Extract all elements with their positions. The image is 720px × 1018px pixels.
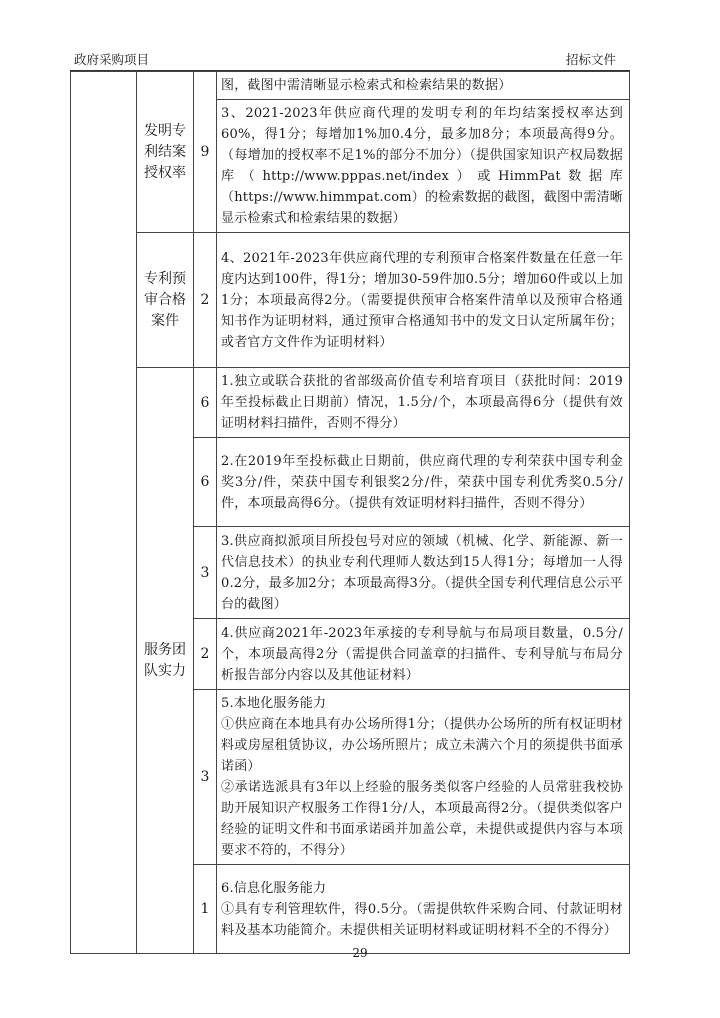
category-cell — [137, 72, 194, 233]
score-cell: 2 — [194, 233, 217, 368]
score-cell: 9 — [194, 72, 217, 233]
criteria-text: ①供应商在本地具有办公场所得1分；（提供办公场所的所有权证明材料或房屋租赁协议，办公场所照片；成立未满六个月的须提供书面承诺函） — [221, 717, 623, 774]
criteria-cell — [217, 527, 630, 619]
criteria-text: ①具有专利管理软件，得0.5分。（需提供软件采购合同、付款证明材料及基本功能简介。未提供相关证明材料或证明材料不全的不得分） — [221, 901, 623, 938]
criteria-cell — [217, 690, 630, 865]
category-label: 专利预审合格案件 — [144, 270, 186, 329]
criteria-text: 3.供应商拟派项目所投包号对应的领域（机械、化学、新能源、新一代信息技术）的执业专利代理师人数达到15人得1分；每增加一人得0.2分，最多加2分；本项最高得3分。（提供全国专利代理信息公示平台的截图） — [221, 533, 623, 612]
criteria-text: 1.独立或联合获批的省部级高价值专利培育项目（获批时间：2019年至投标截止日期前）情况，1.5分/个，本项最高得6分（提供有效证明材料扫描件，否则不得分） — [221, 374, 623, 431]
score-cell: 3 — [194, 527, 217, 619]
category-cell — [137, 233, 194, 368]
criteria-text: 4、2021年-2023年供应商代理的专利预审合格案件数量在任意一年度内达到100件，得1分；增加30-59件加0.5分；增加60件或以上加1分；本项最高得2分。（需要提供预审合格案件清单以及预审合格通知书作为证明材料，通过预审合格通知书中的发文日认定所属年份；或者官方文件作为证明材料） — [221, 250, 623, 350]
outer-blank-cell — [71, 72, 137, 954]
table-row — [71, 368, 630, 438]
criteria-cell — [217, 368, 630, 438]
score-cell: 2 — [194, 619, 217, 690]
criteria-text: ②承诺选派具有3年以上经验的服务类似客户经验的人员常驻我校协助开展知识产权服务工作得1分/人，本项最高得2分。（提供类似客户经验的证明文件和书面承诺函并加盖公章，未提供或提供内容与本项要求不符的，不得分） — [221, 780, 623, 858]
category-label: 服务团队实力 — [144, 641, 186, 679]
score-cell: 3 — [194, 690, 217, 865]
header-right-text: 招标文件 — [565, 52, 616, 67]
criteria-text: 4.供应商2021年-2023年承接的专利导航与布局项目数量，0.5分/个，本项最高得2分（需提供合同盖章的扫描件、专利导航与布局分析报告部分内容以及其他证材料） — [221, 625, 623, 683]
page-number: 29 — [352, 946, 368, 960]
criteria-cell — [217, 865, 630, 954]
category-cell — [137, 368, 194, 954]
criteria-cell — [217, 233, 630, 368]
criteria-text: 图，截图中需清晰显示检索式和检索结果的数据） — [221, 78, 512, 93]
criteria-cell — [217, 100, 630, 233]
score-cell: 6 — [194, 368, 217, 438]
criteria-text: 2.在2019年至投标截止日期前，供应商代理的专利荣获中国专利金奖3分/件，荣获中国专利银奖2分/件，荣获中国专利优秀奖0.5分/件，本项最高得6分。（提供有效证明材料扫描件，否则不得分） — [221, 453, 623, 511]
criteria-cell — [217, 619, 630, 690]
header-left-text: 政府采购项目 — [74, 52, 150, 67]
scoring-table — [70, 71, 630, 954]
criteria-cell — [217, 438, 630, 527]
table-row — [71, 72, 630, 100]
criteria-text: 3、2021-2023年供应商代理的发明专利的年均结案授权率达到60%，得1分；每增加1%加0.4分，最多加8分；本项最高得9分。（每增加的授权率不足1%的部分不加分）（提供国家知识产权局数据库（http://www.pppas.net/index）或HimmPat数据库（https://www.himmpat.com）的检索数据的截图，截图中需清晰显示检索式和检索结果的数据） — [221, 106, 623, 226]
criteria-cell — [217, 72, 630, 100]
table-row — [71, 233, 630, 368]
score-cell: 6 — [194, 438, 217, 527]
criteria-heading: 5.本地化服务能力 — [221, 696, 327, 711]
score-cell: 1 — [194, 865, 217, 954]
criteria-heading: 6.信息化服务能力 — [221, 880, 327, 896]
category-label: 发明专利结案授权率 — [144, 122, 186, 181]
page-header — [70, 50, 630, 71]
